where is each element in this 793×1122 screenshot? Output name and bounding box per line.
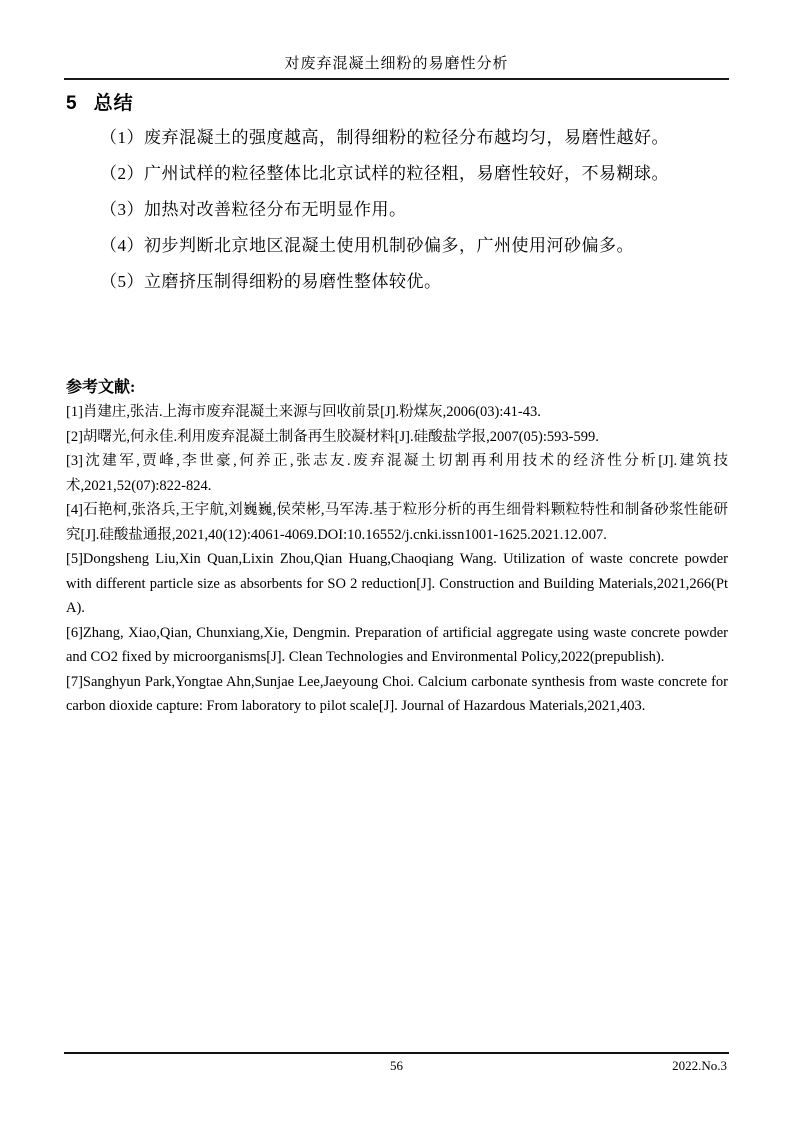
issue-label: 2022.No.3: [672, 1058, 727, 1073]
page-number: 56: [390, 1058, 403, 1073]
reference-item: [3]沈建军,贾峰,李世豪,何养正,张志友.废弃混凝土切割再利用技术的经济性分析[J].建筑技术,2021,52(07):822-824.: [66, 453, 728, 494]
conclusion-item: （2）广州试样的粒径整体比北京试样的粒径粗，易磨性较好，不易糊球。: [100, 164, 669, 183]
conclusion-item: （3）加热对改善粒径分布无明显作用。: [100, 200, 407, 219]
conclusion-item: （5）立磨挤压制得细粉的易磨性整体较优。: [100, 272, 442, 291]
reference-item: [7]Sanghyun Park,Yongtae Ahn,Sunjae Lee,Jaeyoung Choi. Calcium carbonate synthesis from waste concrete for carbon dioxide capture: From laboratory to pilot scale[J]. Journal of Hazardous Materials,2021,403.: [66, 673, 728, 714]
references-heading: 参考文献:: [66, 379, 136, 396]
reference-item: [1]肖建庄,张洁.上海市废弃混凝土来源与回收前景[J].粉煤灰,2006(03):41-43.: [66, 404, 541, 420]
conclusions-list: [66, 128, 729, 308]
reference-item: [4]石艳柯,张洛兵,王宇航,刘巍巍,侯荣彬,马军涛.基于粒形分析的再生细骨料颗粒特性和制备砂浆性能研究[J].硅酸盐通报,2021,40(12):4061-4069.DOI:10.16552/j.cnki.issn1001-1625.2021.12.007.: [66, 502, 728, 543]
reference-item: [5]Dongsheng Liu,Xin Quan,Lixin Zhou,Qian Huang,Chaoqiang Wang. Utilization of waste concrete powder with different particle size as absorbents for SO 2 reduction[J]. Construction and Building Materials,2021,266(Pt A).: [66, 551, 728, 616]
section-title: 总结: [93, 93, 134, 114]
footer-rule: [64, 1052, 729, 1054]
conclusion-item: （1）废弃混凝土的强度越高，制得细粉的粒径分布越均匀，易磨性越好。: [100, 128, 669, 147]
running-header-title: 对废弃混凝土细粉的易磨性分析: [284, 56, 509, 72]
conclusion-item: （4）初步判断北京地区混凝土使用机制砂偏多，广州使用河砂偏多。: [100, 236, 634, 255]
references-list: [66, 400, 728, 719]
header-rule: [64, 78, 729, 80]
reference-item: [6]Zhang, Xiao,Qian, Chunxiang,Xie, Dengmin. Preparation of artificial aggregate using waste concrete powder and CO2 fixed by microorganisms[J]. Clean Technologies and Environmental Policy,2022(prepublish).: [66, 624, 728, 665]
section-heading: [66, 88, 134, 115]
section-number: 5: [66, 93, 78, 114]
reference-item: [2]胡曙光,何永佳.利用废弃混凝土制备再生胶凝材料[J].硅酸盐学报,2007(05):593-599.: [66, 428, 599, 445]
